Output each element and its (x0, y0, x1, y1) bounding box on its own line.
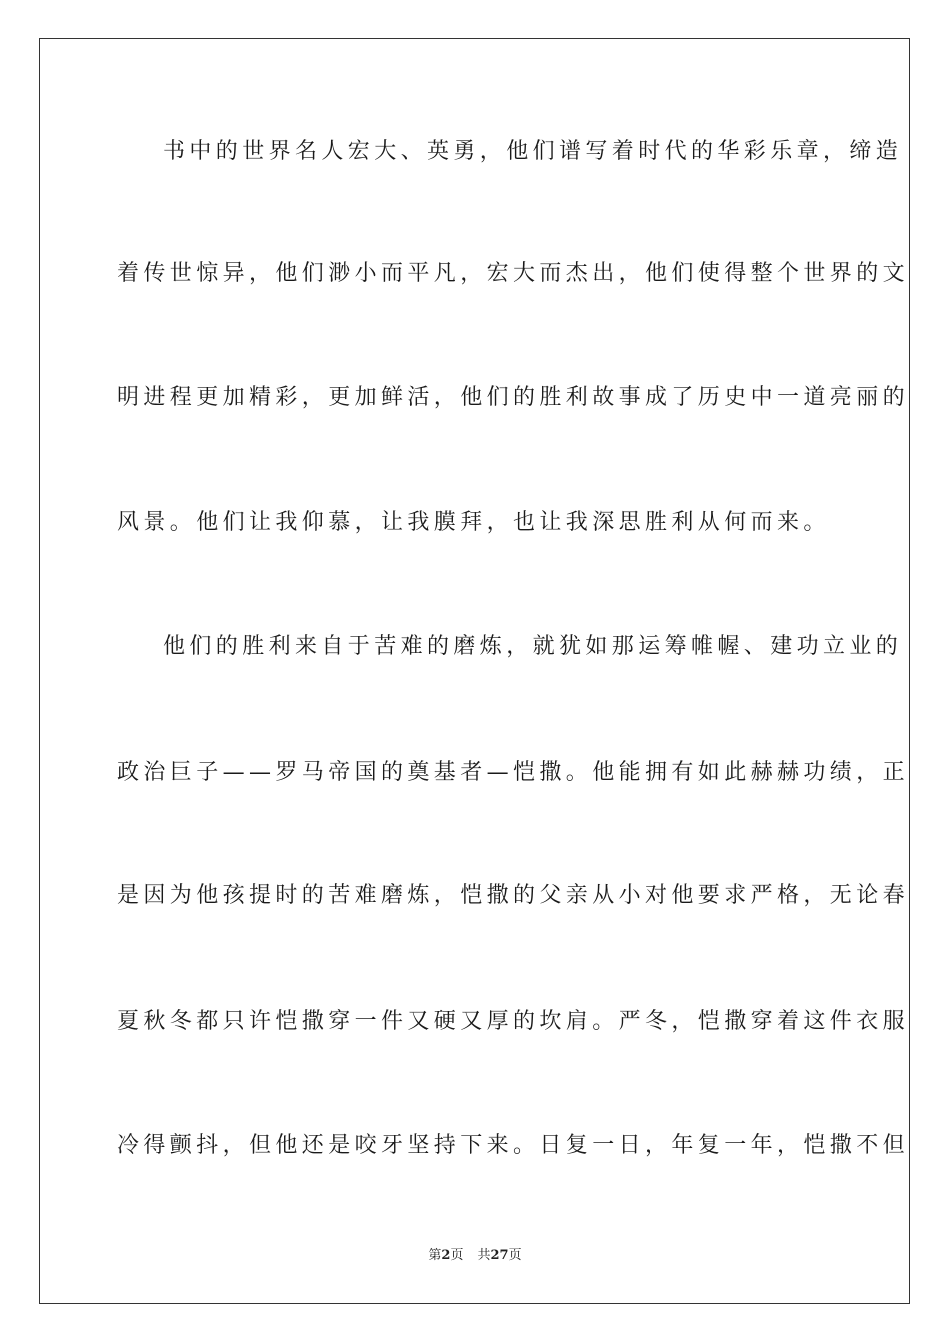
text-line: 着传世惊异，他们渺小而平凡，宏大而杰出，他们使得整个世界的文 (117, 261, 910, 286)
page-number: 2 (441, 1248, 451, 1263)
total-pages: 27 (490, 1248, 509, 1263)
text-line: 明进程更加精彩，更加鲜活，他们的胜利故事成了历史中一道亮丽的 (117, 385, 910, 410)
text-line: 夏秋冬都只许恺撒穿一件又硬又厚的坎肩。严冬，恺撒穿着这件衣服 (117, 1009, 910, 1034)
text-line: 风景。他们让我仰慕，让我膜拜，也让我深思胜利从何而来。 (117, 510, 830, 535)
text-line: 政治巨子——罗马帝国的奠基者—恺撒。他能拥有如此赫赫功绩，正 (117, 760, 910, 785)
total-prefix: 共 (477, 1248, 491, 1263)
text-line: 书中的世界名人宏大、英勇，他们谱写着时代的华彩乐章，缔造 (163, 139, 903, 164)
page-footer (0, 1247, 950, 1265)
page-border (39, 38, 910, 1304)
page-suffix: 页 (450, 1248, 464, 1263)
text-line: 他们的胜利来自于苦难的磨炼，就犹如那运筹帷幄、建功立业的 (163, 634, 903, 659)
text-line: 冷得颤抖，但他还是咬牙坚持下来。日复一日，年复一年，恺撒不但 (117, 1133, 910, 1158)
text-line: 是因为他孩提时的苦难磨炼，恺撒的父亲从小对他要求严格，无论春 (117, 883, 910, 908)
total-suffix: 页 (508, 1248, 522, 1263)
page-prefix: 第 (428, 1248, 442, 1263)
